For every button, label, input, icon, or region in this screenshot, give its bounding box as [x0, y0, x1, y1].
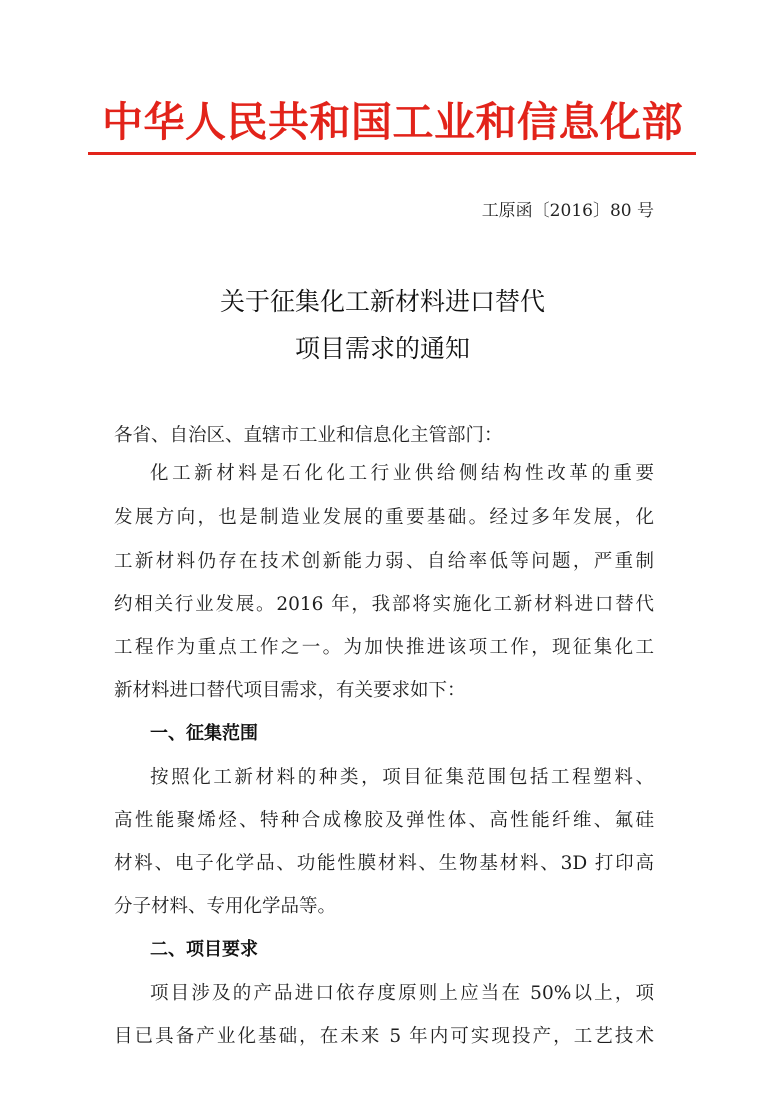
red-divider-rule [88, 152, 696, 155]
section2-line: 项目涉及的产品进口依存度原则上应当在 50%以上，项 [150, 983, 654, 1004]
section-heading-requirements: 二、项目要求 [150, 939, 258, 960]
salutation: 各省、自治区、直辖市工业和信息化主管部门： [114, 425, 503, 446]
intro-line: 化工新材料是石化化工行业供给侧结构性改革的重要 [150, 463, 654, 484]
section1-line: 高性能聚烯烃、特种合成橡胶及弹性体、高性能纤维、氟硅 [114, 810, 654, 831]
document-number: 工原函〔2016〕80 号 [481, 201, 654, 221]
intro-line: 工程作为重点工作之一。为加快推进该项工作，现征集化工 [114, 637, 654, 658]
intro-line: 发展方向，也是制造业发展的重要基础。经过多年发展，化 [114, 507, 654, 528]
notice-title-line-1: 关于征集化工新材料进口替代 [219, 287, 545, 316]
intro-line: 约相关行业发展。2016 年，我部将实施化工新材料进口替代 [114, 594, 654, 615]
intro-line: 工新材料仍存在技术创新能力弱、自给率低等问题，严重制 [114, 551, 654, 572]
section1-line: 分子材料、专用化学品等。 [114, 896, 337, 917]
section1-line: 材料、电子化学品、功能性膜材料、生物基材料、3D 打印高 [114, 853, 654, 874]
section-heading-scope: 一、征集范围 [150, 723, 258, 744]
section2-line: 目已具备产业化基础，在未来 5 年内可实现投产，工艺技术 [114, 1026, 654, 1047]
intro-line: 新材料进口替代项目需求，有关要求如下： [114, 680, 466, 701]
notice-title-line-2: 项目需求的通知 [294, 334, 470, 363]
ministry-masthead: 中华人民共和国工业和信息化部 [102, 98, 683, 146]
section1-line: 按照化工新材料的种类，项目征集范围包括工程塑料、 [150, 767, 654, 788]
